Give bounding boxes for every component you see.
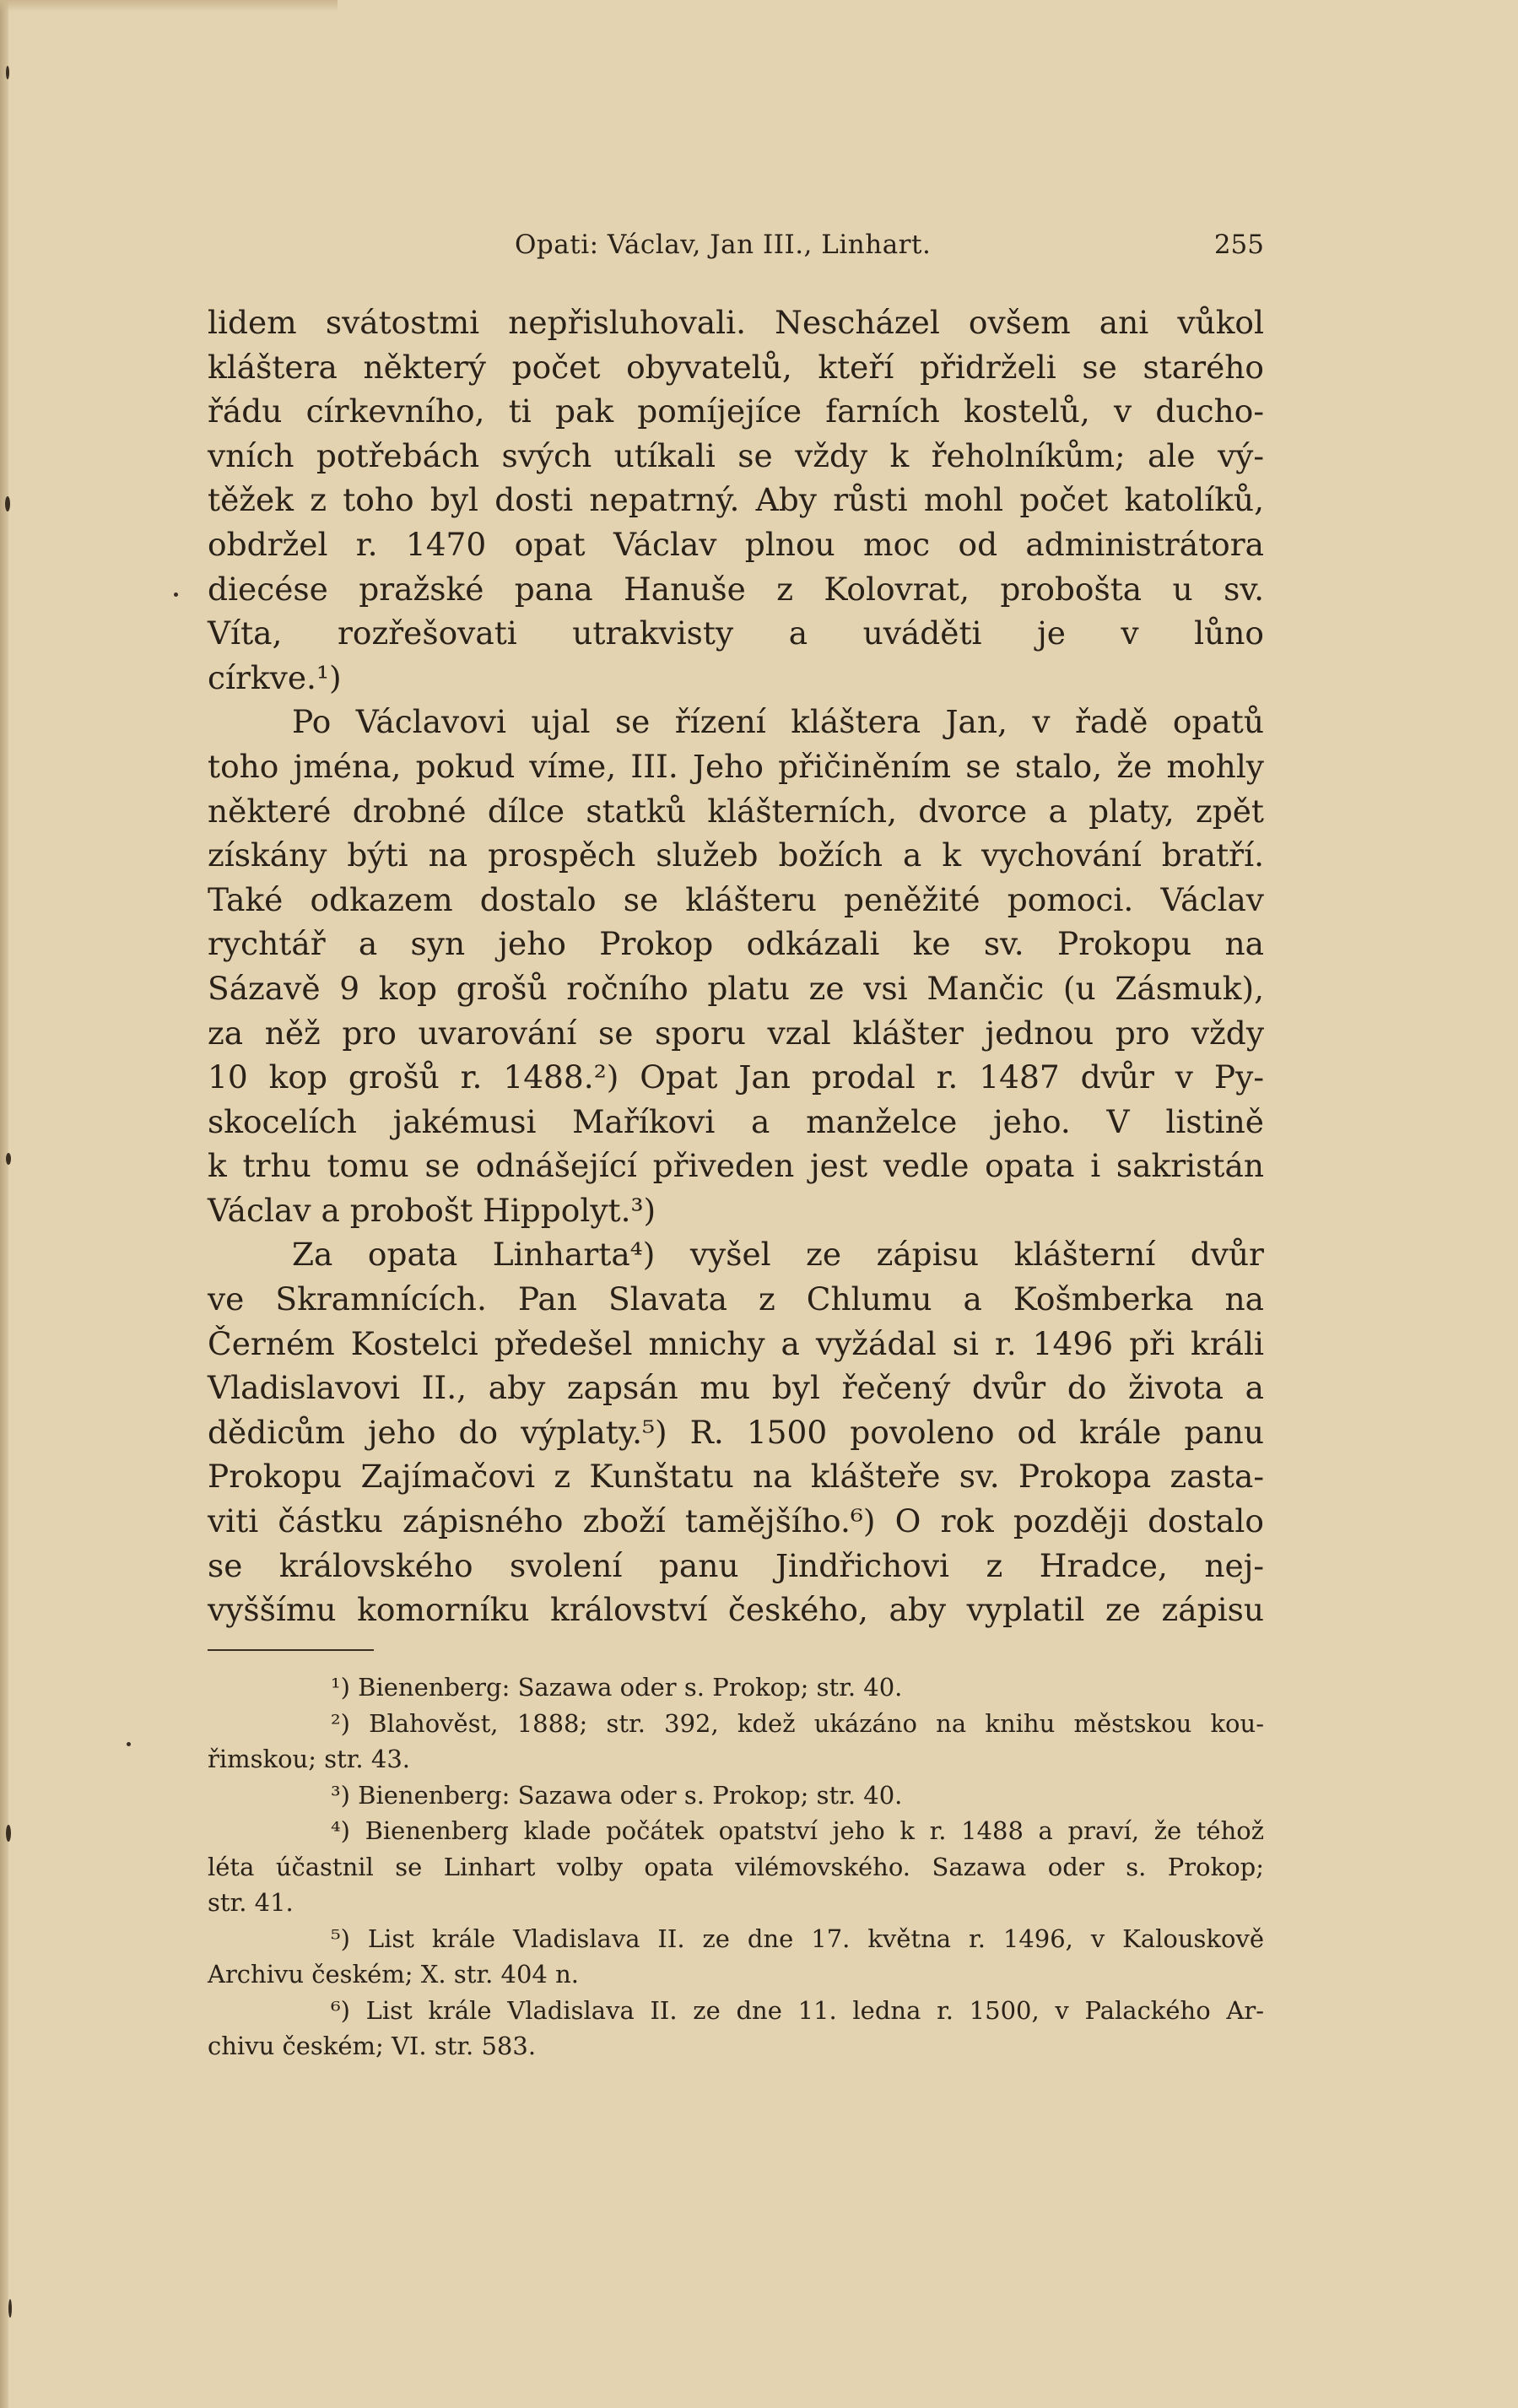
text-line: kláštera některý počet obyvatelů, kteří přidrželi se starého (208, 348, 1264, 386)
text-line: Vladislavovi II., aby zapsán mu byl řečený dvůr do života a (208, 1369, 1264, 1407)
text-line: Také odkazem dostalo se klášteru peněžité pomoci. Václav (208, 880, 1264, 918)
text-line: diecése pražské pana Hanuše z Kolovrat, probošta u sv. (208, 570, 1264, 608)
running-title: Opati: Václav, Jan III., Linhart. (515, 230, 932, 260)
footnote-separator (208, 1649, 374, 1651)
text-line: se královského svolení panu Jindřichovi z Hradce, nej- (208, 1546, 1264, 1584)
footnote-line: str. 41. (208, 1888, 294, 1917)
text-line: za něž pro uvarování se sporu vzal klášter jednou pro vždy (208, 1014, 1264, 1052)
footnotes (208, 1669, 1264, 2064)
text-line: viti částku zápisného zboží tamějšího.⁶) O rok později dostalo (208, 1502, 1264, 1540)
text-line: obdržel r. 1470 opat Václav plnou moc od administrátora (208, 525, 1264, 563)
text-line: vních potřebách svých utíkali se vždy k řeholníkům; ale vý- (208, 436, 1264, 474)
main-text (208, 300, 1264, 1632)
margin-mark (5, 496, 10, 511)
text-line: řádu církevního, ti pak pomíjejíce farních kostelů, v ducho- (208, 392, 1264, 430)
text-line: vyššímu komorníku království českého, aby vyplatil ze zápisu (208, 1591, 1264, 1629)
margin-mark (127, 1742, 131, 1746)
page-number: 255 (1213, 230, 1264, 260)
text-line: těžek z toho byl dosti nepatrný. Aby růsti mohl počet katolíků, (208, 481, 1264, 519)
text-line: Prokopu Zajímačovi z Kunštatu na klášteře sv. Prokopa zasta- (208, 1458, 1264, 1496)
text-line: 10 kop grošů r. 1488.²) Opat Jan prodal r. 1487 dvůr v Py- (208, 1058, 1264, 1096)
text-line: Černém Kostelci předešel mnichy a vyžádal si r. 1496 při králi (208, 1324, 1264, 1362)
footnote-line: ⁵) List krále Vladislava II. ze dne 17. května r. 1496, v Kalouskově (331, 1924, 1264, 1953)
footnote-line: Archivu českém; X. str. 404 n. (208, 1960, 579, 1989)
text-line: Víta, rozřešovati utrakvisty a uváděti je v lůno (208, 614, 1264, 652)
footnote-line: chivu českém; VI. str. 583. (208, 2032, 537, 2060)
footnote-line: ²) Blahověst, 1888; str. 392, kdež ukázáno na knihu městskou kou- (331, 1708, 1264, 1738)
running-header (208, 230, 1264, 272)
text-line: některé drobné dílce statků klášterních, dvorce a platy, zpět (208, 792, 1264, 830)
text-line: skocelích jakémusi Maříkovi a manželce jeho. V listině (208, 1102, 1264, 1140)
margin-mark (8, 2299, 12, 2318)
page-top-shadow (0, 0, 338, 12)
text-line: rychtář a syn jeho Prokop odkázali ke sv. Prokopu na (208, 925, 1264, 963)
text-line: toho jména, pokud víme, III. Jeho přičiněním se stalo, že mohly (208, 747, 1264, 785)
text-line: Po Václavovi ujal se řízení kláštera Jan, v řadě opatů (292, 703, 1264, 741)
margin-mark (6, 1153, 11, 1165)
text-line: církve.¹) (208, 658, 342, 696)
text-line: Václav a probošt Hippolyt.³) (208, 1191, 656, 1229)
footnote-line: ⁴) Bienenberg klade počátek opatství jeho k r. 1488 a praví, že téhož (331, 1816, 1264, 1845)
margin-mark (6, 1825, 11, 1842)
footnote-line: ¹) Bienenberg: Sazawa oder s. Prokop; str. 40. (331, 1673, 903, 1702)
text-line: lidem svátostmi nepřisluhovali. Nescházel ovšem ani vůkol (208, 304, 1264, 341)
footnote-line: řimskou; str. 43. (208, 1745, 410, 1773)
text-line: získány býti na prospěch služeb božích a k vychování bratří. (208, 836, 1264, 874)
text-line: dědicům jeho do výplaty.⁵) R. 1500 povoleno od krále panu (208, 1413, 1264, 1451)
text-line: Sázavě 9 kop grošů ročního platu ze vsi Mančic (u Zásmuk), (208, 969, 1264, 1007)
footnote-line: ³) Bienenberg: Sazawa oder s. Prokop; str. 40. (331, 1780, 903, 1810)
margin-mark (174, 593, 178, 597)
margin-mark (6, 66, 9, 79)
text-line: ve Skramnících. Pan Slavata z Chlumu a Košmberka na (208, 1280, 1264, 1318)
footnote-line: léta účastnil se Linhart volby opata vilémovského. Sazawa oder s. Prokop; (208, 1852, 1264, 1881)
page-binding-edge (0, 0, 8, 2408)
footnote-line: ⁶) List krále Vladislava II. ze dne 11. ledna r. 1500, v Palackého Ar- (331, 1995, 1264, 2025)
text-line: Za opata Linharta⁴) vyšel ze zápisu klášterní dvůr (292, 1236, 1264, 1274)
text-line: k trhu tomu se odnášející přiveden jest vedle opata i sakristán (208, 1147, 1264, 1185)
